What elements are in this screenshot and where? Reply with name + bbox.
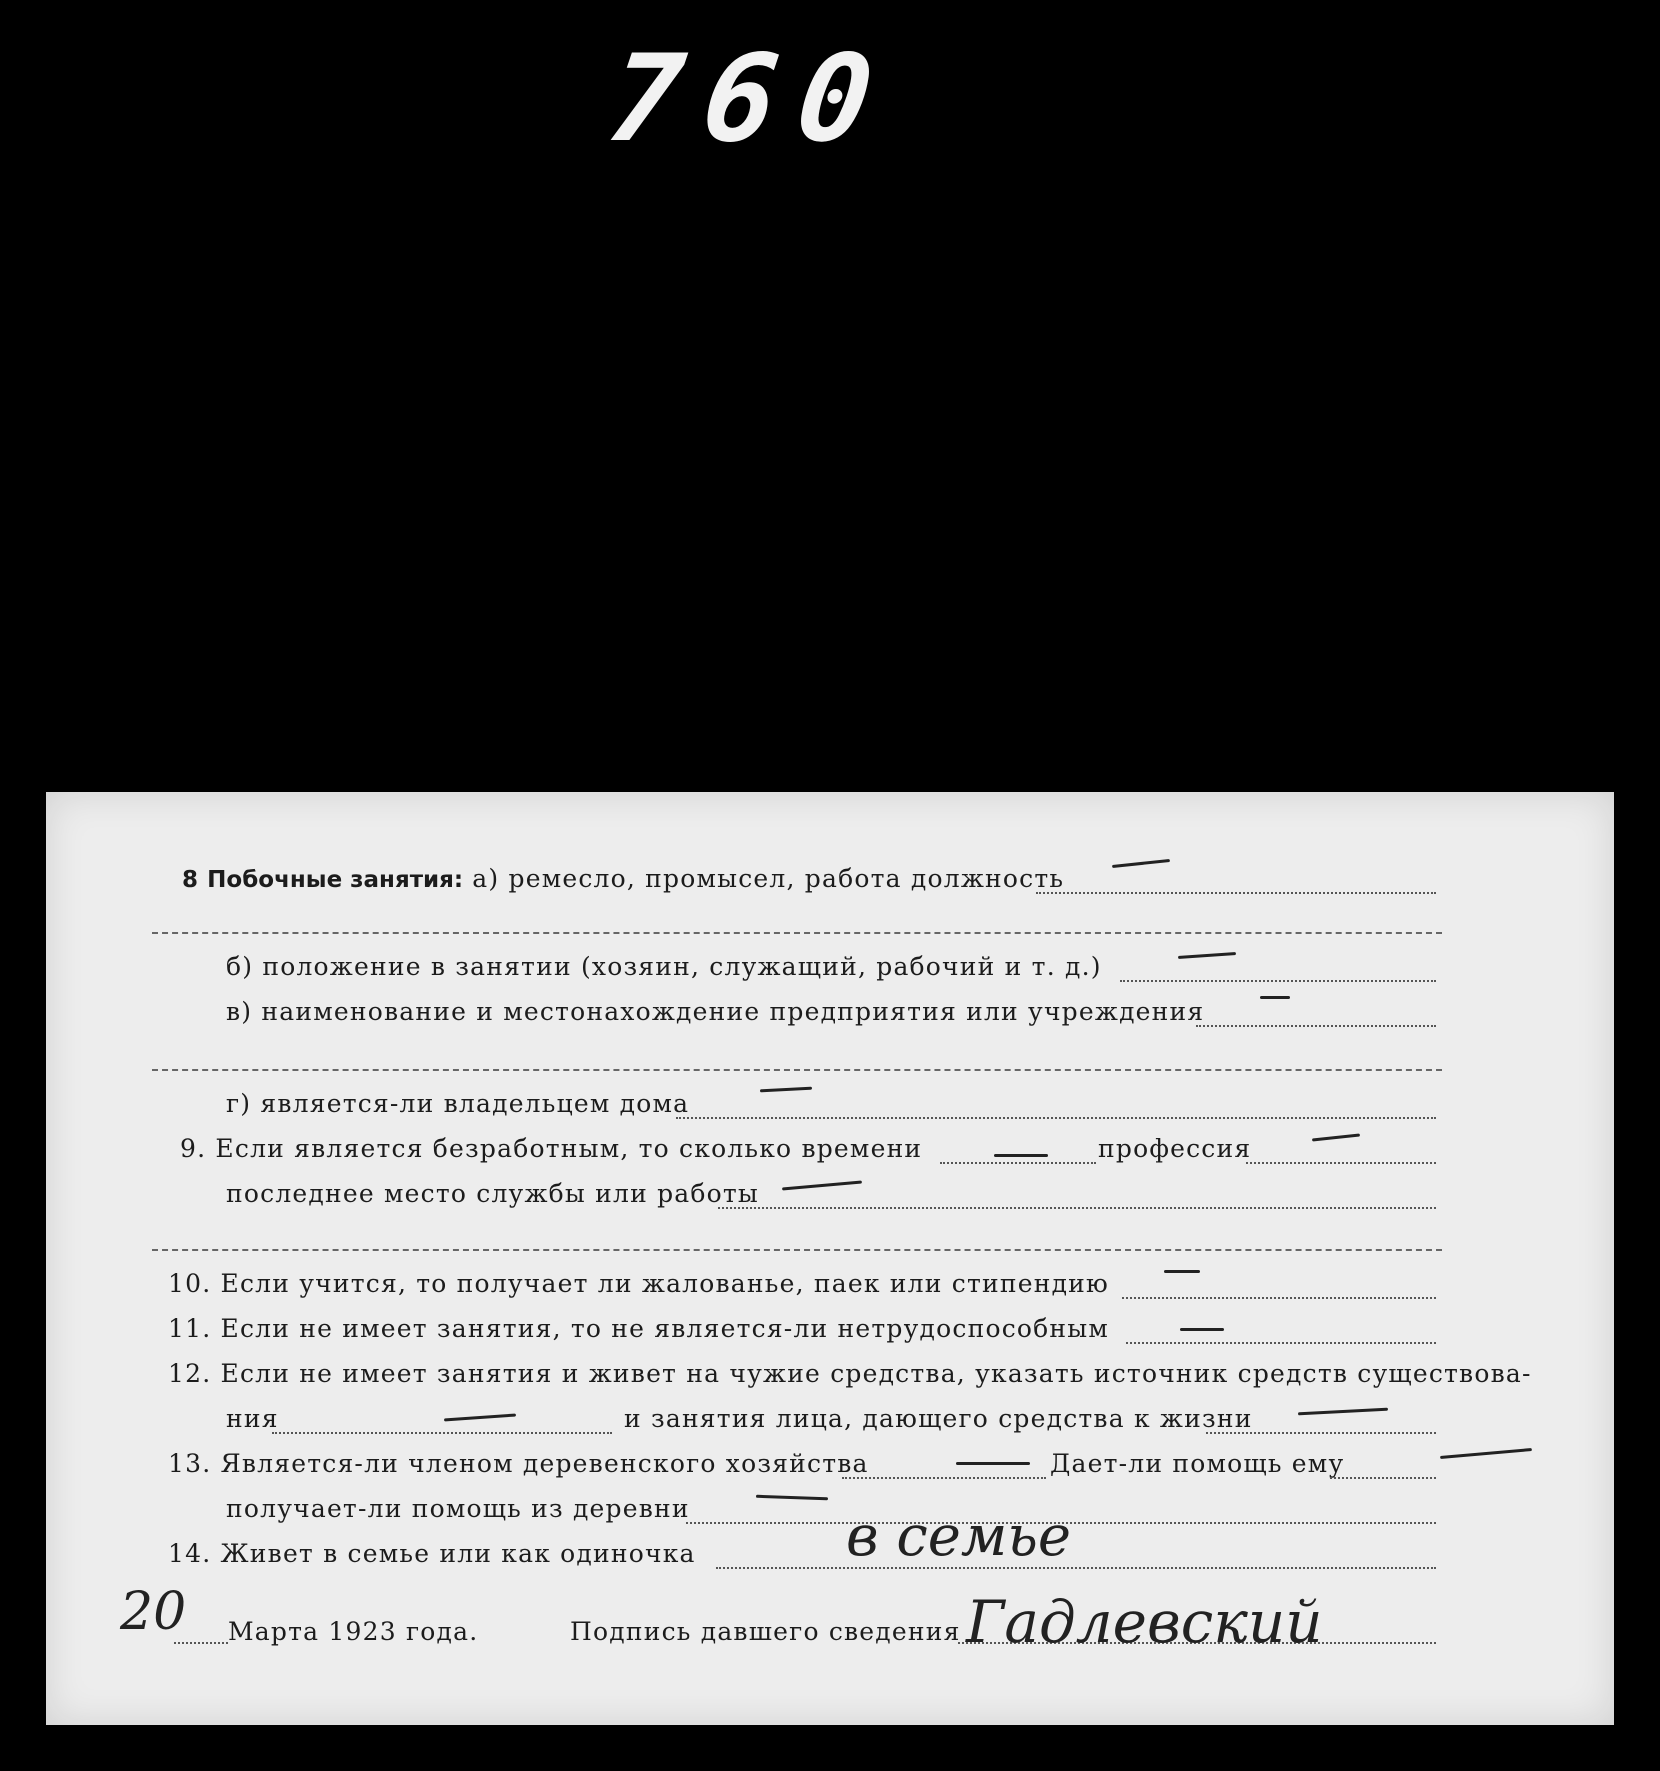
footer-date: Марта 1923 года. [228,1617,479,1646]
q8-a-text: а) ремесло, промысел, работа должность [472,864,1065,893]
q13-help-label: Дает-ли помощь ему [1050,1449,1345,1478]
q9b-field [718,1207,1436,1209]
q9b-text: последнее место службы или работы [226,1179,760,1208]
q11-number: 11. [168,1314,212,1343]
q8-label: Побочные занятия: [207,867,464,893]
dash-mark [1180,1328,1224,1331]
q13-help-field [1330,1477,1436,1479]
q11-field [1126,1342,1436,1344]
q14-text: Живет в семье или как одиночка [220,1539,696,1568]
dash-mark [1178,952,1236,959]
q13-member-field [842,1477,1046,1479]
q8-a-field-continued [152,932,1442,934]
dash-mark [1298,1408,1388,1416]
q8v-field [1196,1025,1436,1027]
dash-mark [1312,1133,1360,1141]
q11-line [168,1314,1109,1343]
q9b-field-continued [152,1249,1442,1251]
dash-mark [994,1154,1048,1157]
q14-field [716,1567,1436,1569]
q13-number: 13. [168,1449,212,1478]
q12-line [168,1359,1532,1388]
dash-mark [444,1413,516,1421]
q9-profession-label: профессия [1098,1134,1252,1163]
frame-number: 760 [600,30,903,169]
q14-line [168,1539,696,1568]
q12-number: 12. [168,1359,212,1388]
q9-time-field [940,1162,1096,1164]
q11-text: Если не имеет занятия, то не является-ли нетрудоспособным [220,1314,1110,1343]
q9-line [180,1134,922,1163]
dash-mark [1164,1270,1200,1273]
q12-source-field [272,1432,612,1434]
dash-mark [1112,859,1170,868]
dash-mark [1440,1448,1532,1459]
footer-day: 20 [120,1582,187,1642]
day-field [174,1642,228,1644]
q9-text: Если является безработным, то сколько времени [215,1134,923,1163]
q13-text: Является-ли членом деревенского хозяйства [220,1449,869,1478]
signature: Гадлевский [966,1588,1323,1656]
q10-number: 10. [168,1269,212,1298]
q8v-text: в) наименование и местонахождение предприятия или учреждения [226,997,1205,1026]
q8-a-field [1036,892,1436,894]
footer-sign-label: Подпись давшего сведения [570,1617,961,1646]
q9-profession-field [1246,1162,1436,1164]
dash-mark [782,1181,862,1191]
q14-number: 14. [168,1539,212,1568]
q12-provider-field [1206,1432,1436,1434]
dash-mark [760,1087,812,1093]
q8-number: 8 [182,867,199,893]
q8g-field [676,1117,1436,1119]
q9-number: 9. [180,1134,207,1163]
form-card [46,792,1614,1725]
q8v-field-continued [152,1069,1442,1071]
q8-line [182,864,1064,893]
q8b-text: б) положение в занятии (хозяин, служащий, рабочий и т. д.) [226,952,1102,981]
q12b-a-text: ния [226,1404,279,1433]
q10-line [168,1269,1109,1298]
q12-text: Если не имеет занятия и живет на чужие средства, указать источник средств существова- [220,1359,1532,1388]
q8b-field [1120,980,1436,982]
dash-mark [956,1462,1030,1465]
dash-mark [756,1495,828,1501]
q14-answer: в семье [846,1504,1071,1569]
q13-line [168,1449,869,1478]
q10-text: Если учится, то получает ли жалованье, паек или стипендию [220,1269,1109,1298]
q8g-text: г) является-ли владельцем дома [226,1089,690,1118]
q10-field [1122,1297,1436,1299]
q12b-b-text: и занятия лица, дающего средства к жизни [624,1404,1253,1433]
dash-mark [1260,996,1290,999]
q13b-text: получает-ли помощь из деревни [226,1494,690,1523]
